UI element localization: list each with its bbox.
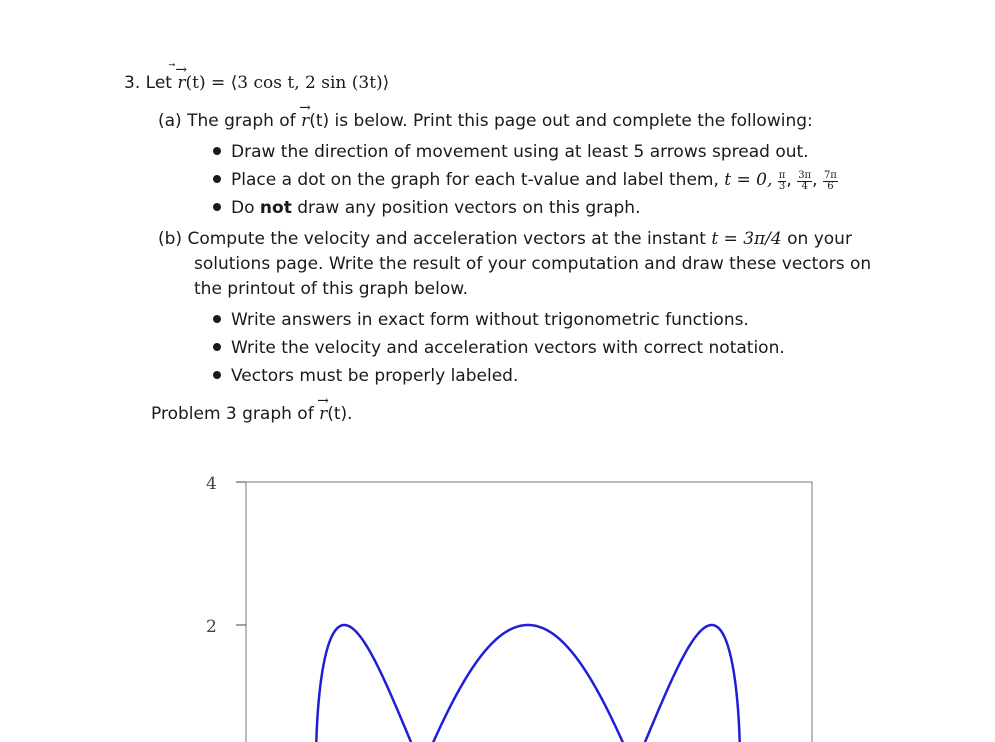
vector-r: → r [319, 403, 327, 425]
part-a-bullet-2: Place a dot on the graph for each t-value and label them, t = 0, $\frac{\pi}{3}$ , $\frac{3\pi}{4}$ , $\frac{7\pi}{6}$ [213, 169, 838, 192]
problem-number: 3. [124, 73, 141, 93]
frac-pi-3: $\frac{\pi}{3}$ [778, 170, 786, 192]
part-b-label: (b) [158, 229, 183, 249]
part-a-bullet-3: Do not draw any position vectors on this graph. [213, 197, 641, 219]
plot-frame [246, 482, 812, 742]
part-b-bullet-3: Vectors must be properly labeled. [213, 365, 518, 387]
part-b-line-1: (b) Compute the velocity and acceleration vectors at the instant t = 3π/4 on your [158, 229, 852, 249]
part-b-bullet-2: Write the velocity and acceleration vectors with correct notation. [213, 337, 785, 359]
vector-r: → r [301, 110, 309, 132]
part-b-bullet-1: Write answers in exact form without trigonometric functions. [213, 309, 749, 331]
vector-arrow-icon: ⃗→ [175, 62, 188, 78]
vector-arrow-icon: → [317, 393, 329, 409]
part-a-text-post: (t) is below. Print this page out and complete the following: [309, 111, 813, 131]
part-a-label: (a) [158, 111, 182, 131]
part-a-text-pre: The graph of [187, 111, 296, 131]
graph-caption: Problem 3 graph of → r(t). [151, 403, 353, 425]
y-tick-label-2: 2 [206, 617, 217, 637]
let-word: Let [145, 73, 172, 93]
r-function: (t) = ⟨3 cos t, 2 sin (3t)⟩ [185, 73, 390, 93]
vector-r: ⃗→ r [177, 72, 185, 94]
part-b-line-2: solutions page. Write the result of your computation and draw these vectors on [194, 254, 872, 274]
frac-7pi-6: $\frac{7\pi}{6}$ [823, 170, 837, 192]
curve-series [316, 625, 740, 742]
bold-not: not [259, 198, 292, 218]
vector-arrow-icon: → [299, 100, 311, 116]
y-tick-label-4: 4 [206, 474, 217, 494]
frac-3pi-4: $\frac{3\pi}{4}$ [798, 170, 812, 192]
t-values: t = 0, [724, 170, 773, 190]
part-b-line-3: the printout of this graph below. [194, 279, 468, 299]
t-instant: t = 3π/4 [711, 229, 782, 249]
part-a-bullet-1: Draw the direction of movement using at least 5 arrows spread out. [213, 141, 809, 163]
